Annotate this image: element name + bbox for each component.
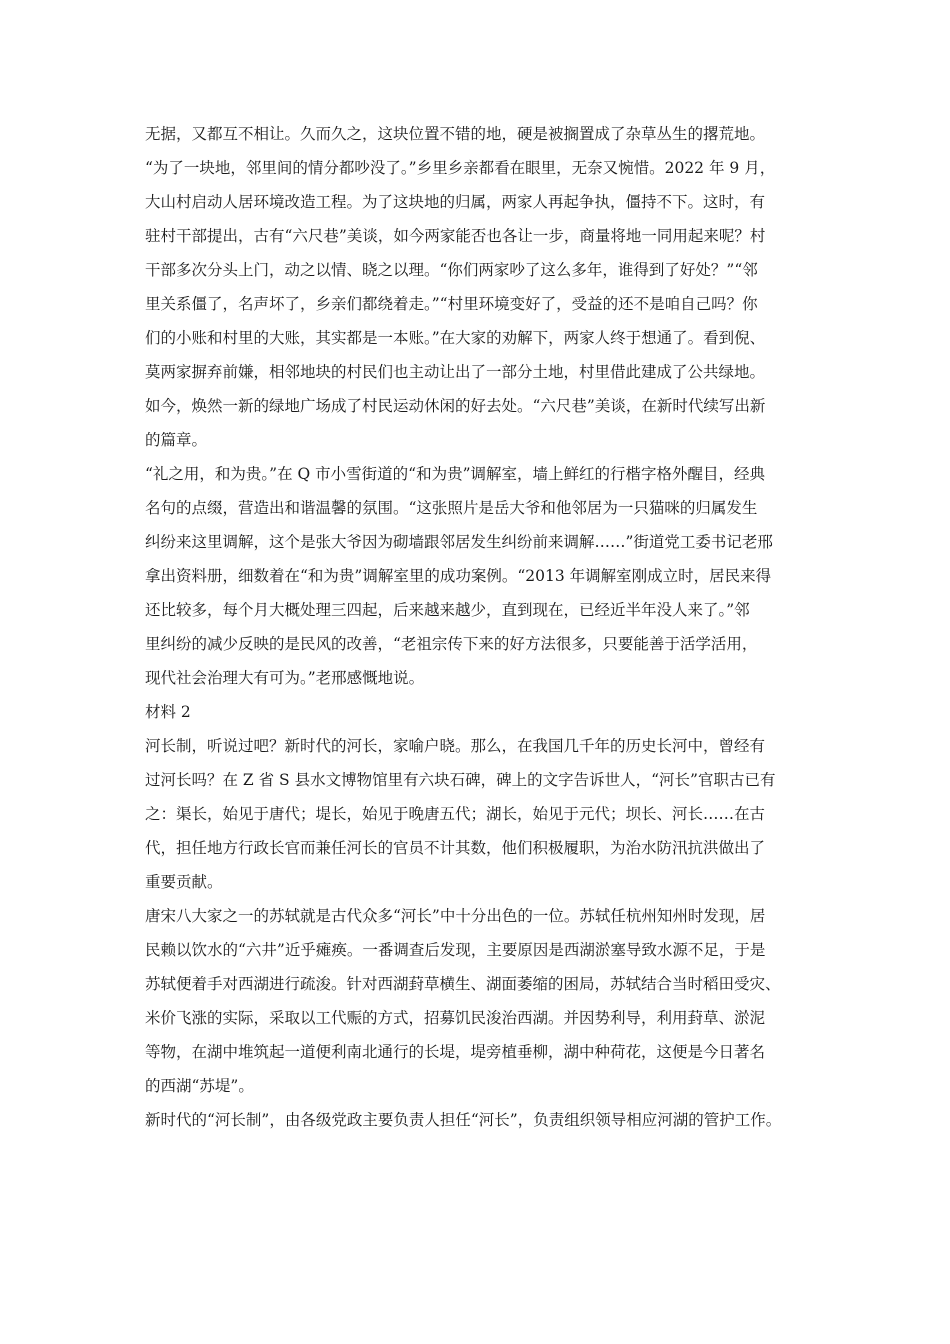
text-line: 们的小账和村里的大账，其实都是一本账。”在大家的劝解下，两家人终于想通了。看到倪、 xyxy=(145,329,766,347)
text-line: “为了一块地，邻里间的情分都吵没了。”乡里乡亲都看在眼里，无奈又惋惜。2022 年 9 月， xyxy=(145,159,776,177)
text-line: 重要贡献。 xyxy=(145,873,223,891)
text-line: 的西湖“苏堤”。 xyxy=(145,1077,254,1095)
text-line: 之：渠长，始见于唐代；堤长，始见于晚唐五代；湖长，始见于元代；坝长、河长……在古 xyxy=(145,805,766,823)
text-line: 还比较多，每个月大概处理三四起，后来越来越少，直到现在，已经近半年没人来了。”邻 xyxy=(145,601,750,619)
text-line: 如今，焕然一新的绿地广场成了村民运动休闲的好去处。“六尺巷”美谈，在新时代续写出新 xyxy=(145,397,766,415)
text-line: 民赖以饮水的“六井”近乎瘫痪。一番调查后发现，主要原因是西湖淤塞导致水源不足，于是 xyxy=(145,941,766,959)
text-line: 唐宋八大家之一的苏轼就是古代众多“河长”中十分出色的一位。苏轼任杭州知州时发现，居 xyxy=(145,907,766,925)
text-line: “礼之用，和为贵。”在 Q 市小雪街道的“和为贵”调解室，墙上鲜红的行楷字格外醒目，经典 xyxy=(145,465,766,483)
text-line: 大山村启动人居环境改造工程。为了这块地的归属，两家人再起争执，僵持不下。这时，有 xyxy=(145,193,766,211)
text-line: 里关系僵了，名声坏了，乡亲们都绕着走。”“村里环境变好了，受益的还不是咱自己吗？你 xyxy=(145,295,758,313)
text-line: 新时代的“河长制”，由各级党政主要负责人担任“河长”，负责组织领导相应河湖的管护工作。 xyxy=(145,1111,782,1129)
text-line: 干部多次分头上门，动之以情、晓之以理。“你们两家吵了这么多年，谁得到了好处？”“邻 xyxy=(145,261,758,279)
text-line: 过河长吗？在 Z 省 S 县水文博物馆里有六块石碑，碑上的文字告诉世人，“河长”官职古已有 xyxy=(145,771,776,789)
text-line: 的篇章。 xyxy=(145,431,208,449)
text-line: 驻村干部提出，古有“六尺巷”美谈，如今两家能否也各让一步，商量将地一同用起来呢？村 xyxy=(145,227,766,245)
text-line: 纠纷来这里调解，这个是张大爷因为砌墙跟邻居发生纠纷前来调解……”街道党工委书记老邢 xyxy=(145,533,773,551)
text-line: 米价飞涨的实际，采取以工代赈的方式，招募饥民浚治西湖。并因势利导，利用葑草、淤泥 xyxy=(145,1009,766,1027)
text-line: 代，担任地方行政长官而兼任河长的官员不计其数，他们积极履职，为治水防汛抗洪做出了 xyxy=(145,839,766,857)
text-line: 现代社会治理大有可为。”老邢感慨地说。 xyxy=(145,669,425,687)
text-line: 无据，又都互不相让。久而久之，这块位置不错的地，硬是被搁置成了杂草丛生的撂荒地。 xyxy=(145,125,766,143)
text-line: 拿出资料册，细数着在“和为贵”调解室里的成功案例。“2013 年调解室刚成立时，居民来得 xyxy=(145,567,772,585)
text-line: 名句的点缀，营造出和谐温馨的氛围。“这张照片是岳大爷和他邻居为一只猫咪的归属发生 xyxy=(145,499,758,517)
text-line: 等物，在湖中堆筑起一道便利南北通行的长堤，堤旁植垂柳，湖中种荷花，这便是今日著名 xyxy=(145,1043,766,1061)
text-line: 莫两家摒弃前嫌，相邻地块的村民们也主动让出了一部分土地，村里借此建成了公共绿地。 xyxy=(145,363,766,381)
section-heading: 材料 2 xyxy=(145,703,191,721)
text-line: 河长制，听说过吧？新时代的河长，家喻户晓。那么，在我国几千年的历史长河中，曾经有 xyxy=(145,737,766,755)
text-line: 苏轼便着手对西湖进行疏浚。针对西湖葑草横生、湖面萎缩的困局，苏轼结合当时稻田受灾、 xyxy=(145,975,781,993)
text-line: 里纠纷的减少反映的是民风的改善，“老祖宗传下来的好方法很多，只要能善于活学活用， xyxy=(145,635,758,653)
